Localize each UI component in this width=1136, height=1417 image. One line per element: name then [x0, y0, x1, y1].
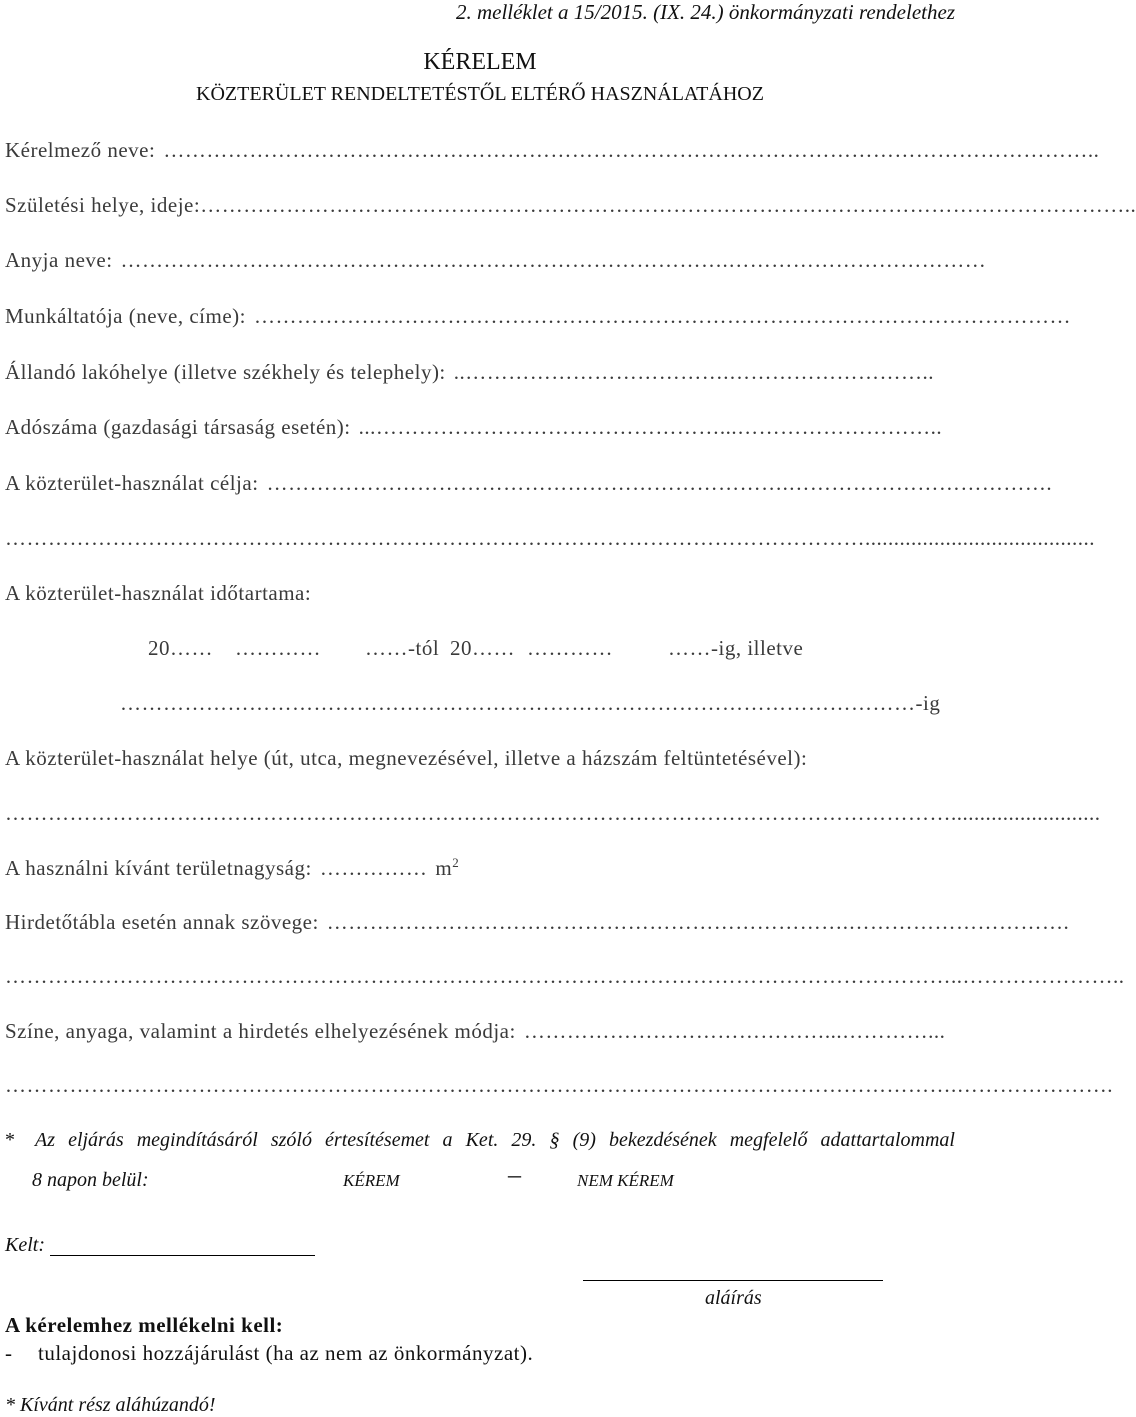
birth-place-date-label: Születési helye, ideje: — [5, 193, 201, 217]
purpose-row — [5, 471, 1053, 495]
birth-place-date-blank: ………………………………………………………………………………………………………………….. — [200, 193, 1136, 217]
form-title: KÉRELEM — [423, 49, 537, 75]
option-separator: – — [508, 1160, 521, 1189]
form-subtitle: KÖZTERÜLET RENDELTETÉSTŐL ELTÉRŐ HASZNÁLATÁHOZ — [196, 83, 764, 105]
mother-name-row — [5, 248, 987, 272]
duration-label: A közterület-használat időtartama: — [5, 581, 312, 605]
board-style-row — [5, 1019, 955, 1043]
duration-from-date: ………… — [235, 636, 321, 660]
board-text-row — [5, 910, 1070, 934]
tax-number-row — [5, 415, 955, 439]
signature-line — [583, 1280, 883, 1281]
employer-label: Munkáltatója (neve, címe): — [5, 304, 246, 328]
duration-to-year: 20…… — [450, 636, 515, 660]
signature-label: aláírás — [705, 1287, 762, 1309]
option-request: KÉREM — [343, 1171, 400, 1190]
birth-place-date-row — [5, 193, 1136, 217]
employer-row — [5, 304, 1071, 328]
area-label: A használni kívánt területnagyság: — [5, 856, 312, 880]
employer-blank: …………………………………………………………………………………………………… — [254, 304, 1071, 328]
duration-from-year: 20…… — [148, 636, 213, 660]
attachment-bullet: - — [5, 1341, 13, 1365]
tax-number-blank: ...…………………………………………...……………………….. — [358, 415, 943, 439]
area-unit-exponent: 2 — [452, 855, 460, 870]
residence-row — [5, 360, 955, 384]
attachment-item: tulajdonosi hozzájárulást (ha az nem az önkormányzat). — [38, 1341, 534, 1365]
notice-deadline: 8 napon belül: — [32, 1169, 149, 1191]
area-blank: …………… — [319, 856, 428, 880]
area-unit: m — [435, 856, 453, 880]
mother-name-blank: ………………………………………………………………………….……………………………… — [120, 248, 987, 272]
option-no-request: NEM KÉREM — [577, 1171, 674, 1190]
annex-note: 2. melléklet a 15/2015. (IX. 24.) önkormányzati rendelethez — [455, 0, 955, 24]
duration-to-suffix: ……-ig, illetve — [668, 636, 804, 660]
board-style-blank: ……………………………………...…………... — [523, 1019, 946, 1043]
duration-to-date: ………… — [527, 636, 613, 660]
duration-from-suffix: ……-tól — [365, 636, 440, 660]
dated-underline — [50, 1255, 315, 1256]
applicant-name-label: Kérelmező neve: — [5, 138, 156, 162]
purpose-blank: ……………………………………………………………….………………………………. — [266, 471, 1053, 495]
notice-text: Az eljárás megindításáról szóló értesítésemet a Ket. 29. § (9) bekezdésének megfelelő adattartalommal — [35, 1129, 955, 1151]
board-text-blank-line2: ……………………………………………………………………………………………………………………..………………….. — [5, 964, 1125, 988]
board-style-label: Színe, anyaga, valamint a hirdetés elhelyezésének módja: — [5, 1019, 516, 1043]
location-blank-line2: …………………………………………………………………………………………………………………….......................... — [5, 801, 1101, 825]
attachments-heading: A kérelemhez mellékelni kell: — [5, 1313, 284, 1337]
purpose-label: A közterület-használat célja: — [5, 471, 259, 495]
mother-name-label: Anyja neve: — [5, 248, 113, 272]
duration-alt-row — [120, 691, 941, 715]
board-text-blank: ……………………………………………………………….…………………………. — [326, 910, 1070, 934]
board-text-label: Hirdetőtábla esetén annak szövege: — [5, 910, 319, 934]
applicant-name-row — [5, 138, 1100, 162]
purpose-blank-line2: …………………………………………………………………………………………………………........................................ — [5, 526, 1095, 550]
notice-marker: * — [5, 1129, 15, 1151]
residence-blank: ..……………………………….……………………….. — [453, 360, 935, 384]
area-row — [5, 856, 955, 880]
residence-label: Állandó lakóhelye (illetve székhely és telephely): — [5, 360, 446, 384]
applicant-name-blank: ………………………………………………………………………………………………………………….. — [163, 138, 1100, 162]
footnote: * Kívánt rész aláhúzandó! — [5, 1394, 216, 1416]
duration-alt-blank: ………………………………………………………………………………………………… — [120, 691, 916, 715]
location-label: A közterület-használat helye (út, utca, megnevezésével, illetve a házszám feltüntetésével): — [5, 746, 808, 770]
tax-number-label: Adószáma (gazdasági társaság esetén): — [5, 415, 351, 439]
duration-alt-suffix: -ig — [915, 691, 941, 715]
board-style-blank-line2: …………………………………………………………………………………………………………………….…………………. — [5, 1073, 1113, 1097]
dated-label: Kelt: — [5, 1234, 45, 1256]
